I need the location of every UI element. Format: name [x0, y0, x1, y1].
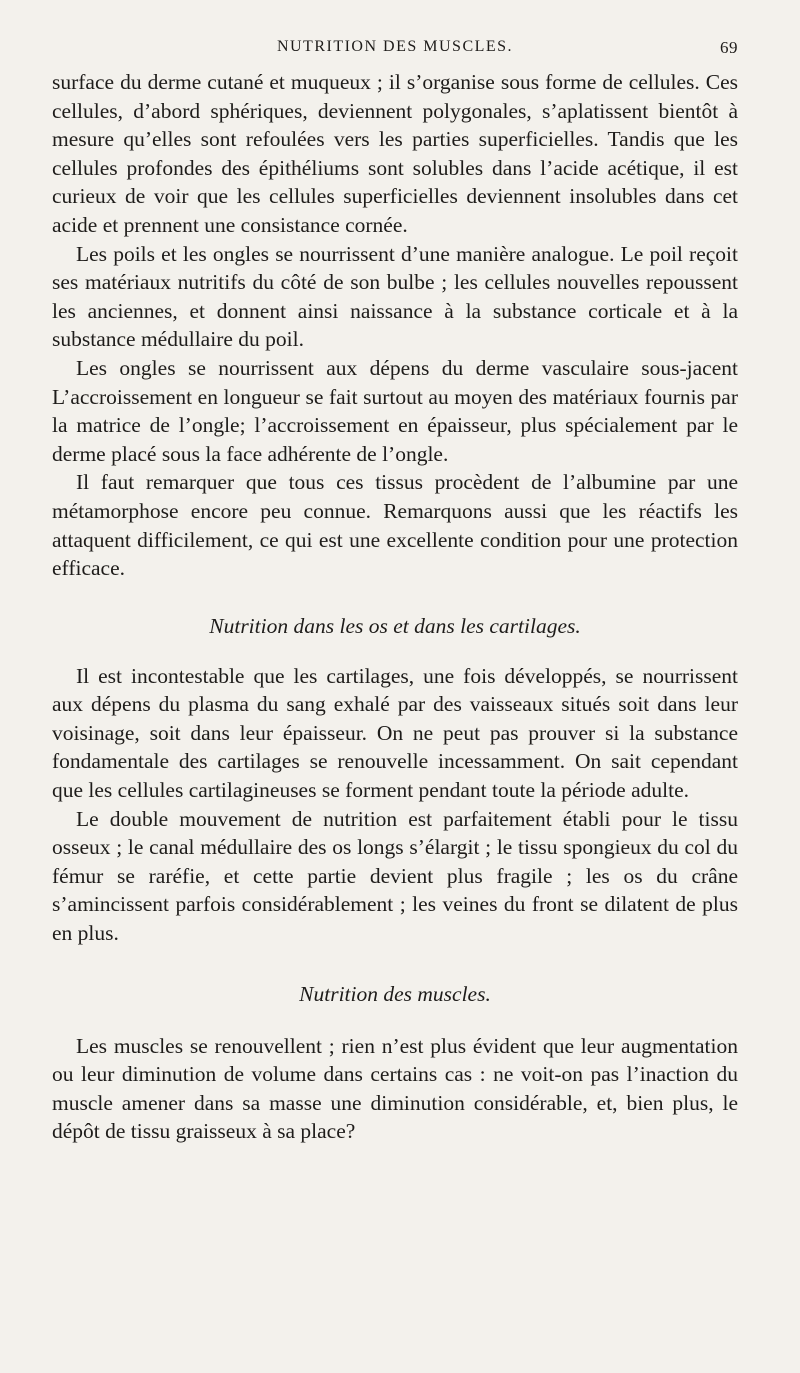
book-page [52, 38, 738, 1146]
running-title: NUTRITION DES MUSCLES. [276, 38, 514, 55]
running-head [52, 38, 738, 68]
paragraph: Le double mouvement de nutrition est parfaitement établi pour le tissu osseux ; le canal médullaire des os longs s’élargit ; le tissu spongieux du col du fémur se raréfie, et cette partie devient plus fragile ; les os du crâne s’amincissent parfois considérablement ; les veines du front se dilatent de plus en plus. [52, 806, 738, 946]
section-muscles [52, 1032, 738, 1146]
paragraph: surface du derme cutané et muqueux ; il s’organise sous forme de cellules. Ces cellules, d’abord sphériques, deviennent polygonales, s’aplatissent bientôt à mesure qu’elles sont refoulées vers les parties superficielles. Tandis que les cellules profondes des épithéliums sont solubles dans l’acide acétique, il est curieux de voir que les cellules superficielles deviennent insolubles dans cet acide et prennent une consistance cornée. [52, 70, 738, 237]
section-bones-cartilage [52, 662, 738, 948]
paragraph: Les muscles se renouvellent ; rien n’est plus évident que leur augmentation ou leur diminution de volume dans certains cas : ne voit-on pas l’inaction du muscle amener dans sa masse une diminution considérable, et, bien plus, le dépôt de tissu graisseux à sa place? [52, 1033, 738, 1144]
section-heading-bones-cartilage: Nutrition dans les os et dans les cartilages. [209, 613, 581, 638]
page-number: 69 [720, 38, 738, 57]
section-epithelium-continued [52, 68, 738, 583]
paragraph: Il faut remarquer que tous ces tissus procèdent de l’albumine par une métamorphose encore peu connue. Remarquons aussi que les réactifs les attaquent difficilement, ce qui est une excellente condition pour une protection efficace. [52, 470, 738, 581]
paragraph: Il est incontestable que les cartilages, une fois développés, se nourrissent aux dépens du plasma du sang exhalé par des vaisseaux situés soit dans leur voisinage, soit dans leur épaisseur. On ne peut pas prouver si la substance fondamentale des cartilages se renouvelle incessamment. On sait cependant que les cellules cartilagineuses se forment pendant toute la période adulte. [52, 663, 738, 803]
section-heading-muscles: Nutrition des muscles. [299, 981, 491, 1006]
paragraph: Les ongles se nourrissent aux dépens du derme vasculaire sous-jacent L’accroissement en longueur se fait surtout au moyen des matériaux fournis par la matrice de l’ongle; l’accroissement en épaisseur, plus spécialement par le derme placé sous la face adhérente de l’ongle. [52, 355, 738, 466]
paragraph: Les poils et les ongles se nourrissent d’une manière analogue. Le poil reçoit ses matériaux nutritifs du côté de son bulbe ; les cellules nouvelles repoussent les anciennes, et donnent ainsi naissance à la substance corticale et à la substance médullaire du poil. [52, 241, 738, 352]
